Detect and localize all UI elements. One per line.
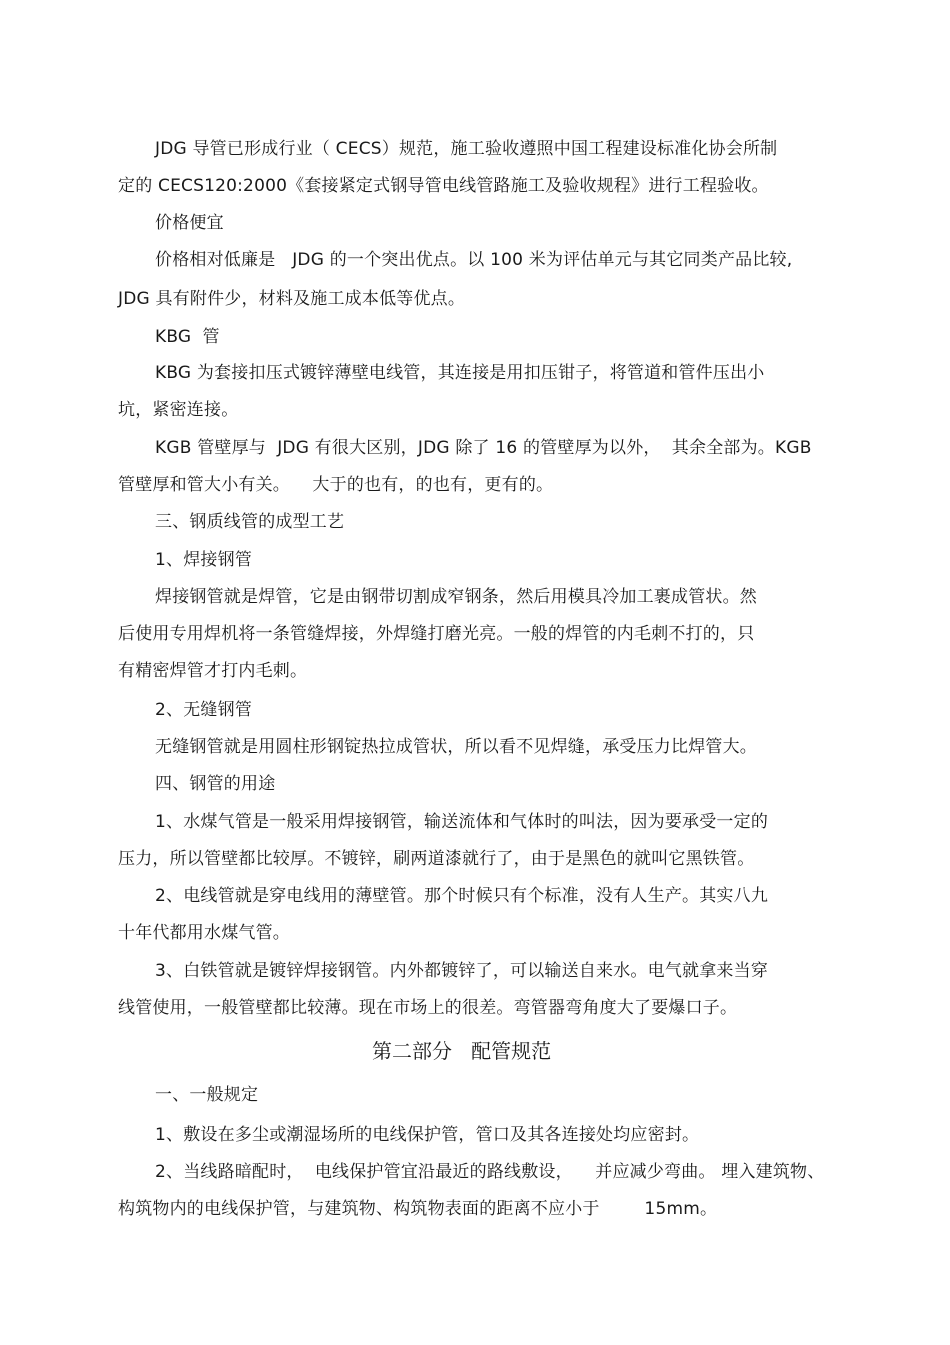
paragraph-line: 2、当线路暗配时， 电线保护管宜沿最近的路线敷设， 并应减少弯曲。 埋入建筑物、 (155, 1162, 825, 1182)
section-title: 一、一般规定 (155, 1085, 259, 1105)
paragraph-line: 构筑物内的电线保护管，与建筑物、构筑物表面的距离不应小于 15mm。 (118, 1199, 718, 1219)
paragraph-line: KBG 为套接扣压式镀锌薄壁电线管，其连接是用扣压钳子，将管道和管件压出小 (155, 363, 765, 383)
paragraph-line: 焊接钢管就是焊管，它是由钢带切割成窄钢条，然后用模具冷加工裹成管状。然 (155, 587, 757, 607)
paragraph-line: 2、电线管就是穿电线用的薄壁管。那个时候只有个标准，没有人生产。其实八九 (155, 886, 769, 906)
paragraph-line: 定的 CECS120:2000《套接紧定式钢导管电线管路施工及验收规程》进行工程验收。 (118, 176, 769, 196)
section-title: 三、钢质线管的成型工艺 (155, 512, 345, 532)
paragraph-line: 1、敷设在多尘或潮湿场所的电线保护管，管口及其各连接处均应密封。 (155, 1125, 700, 1145)
paragraph-line: KGB 管壁厚与 JDG 有很大区别，JDG 除了 16 的管壁厚为以外， 其余全部为。KGB (155, 438, 812, 458)
paragraph-line: JDG 具有附件少，材料及施工成本低等优点。 (118, 289, 466, 309)
section-title: 价格便宜 (155, 213, 224, 233)
section-title: 四、钢管的用途 (155, 774, 276, 794)
paragraph-line: 管壁厚和管大小有关。 大于的也有，的也有，更有的。 (118, 475, 554, 495)
paragraph-line: JDG 导管已形成行业（ CECS）规范，施工验收遵照中国工程建设标准化协会所制 (155, 139, 778, 159)
paragraph-line: 十年代都用水煤气管。 (118, 923, 290, 943)
section-title: KBG 管 (155, 327, 220, 347)
paragraph-line: 压力，所以管壁都比较厚。不镀锌，刷两道漆就行了，由于是黑色的就叫它黑铁管。 (118, 849, 755, 869)
paragraph-line: 无缝钢管就是用圆柱形钢锭热拉成管状，所以看不见焊缝，承受压力比焊管大。 (155, 737, 757, 757)
paragraph-line: 后使用专用焊机将一条管缝焊接，外焊缝打磨光亮。一般的焊管的内毛刺不打的，只 (118, 624, 755, 644)
paragraph-line: 1、水煤气管是一般采用焊接钢管，输送流体和气体时的叫法，因为要承受一定的 (155, 812, 769, 832)
paragraph-line: 坑，紧密连接。 (118, 400, 239, 420)
part-heading: 第二部分 配管规范 (372, 1039, 552, 1063)
paragraph-line: 线管使用，一般管壁都比较薄。现在市场上的很差。弯管器弯角度大了要爆口子。 (118, 998, 738, 1018)
paragraph-line: 有精密焊管才打内毛刺。 (118, 661, 308, 681)
section-title: 1、焊接钢管 (155, 550, 253, 570)
paragraph-line: 价格相对低廉是 JDG 的一个突出优点。以 100 米为评估单元与其它同类产品比较, (155, 250, 793, 270)
paragraph-line: 3、白铁管就是镀锌焊接钢管。内外都镀锌了，可以输送自来水。电气就拿来当穿 (155, 961, 769, 981)
section-title: 2、无缝钢管 (155, 700, 253, 720)
